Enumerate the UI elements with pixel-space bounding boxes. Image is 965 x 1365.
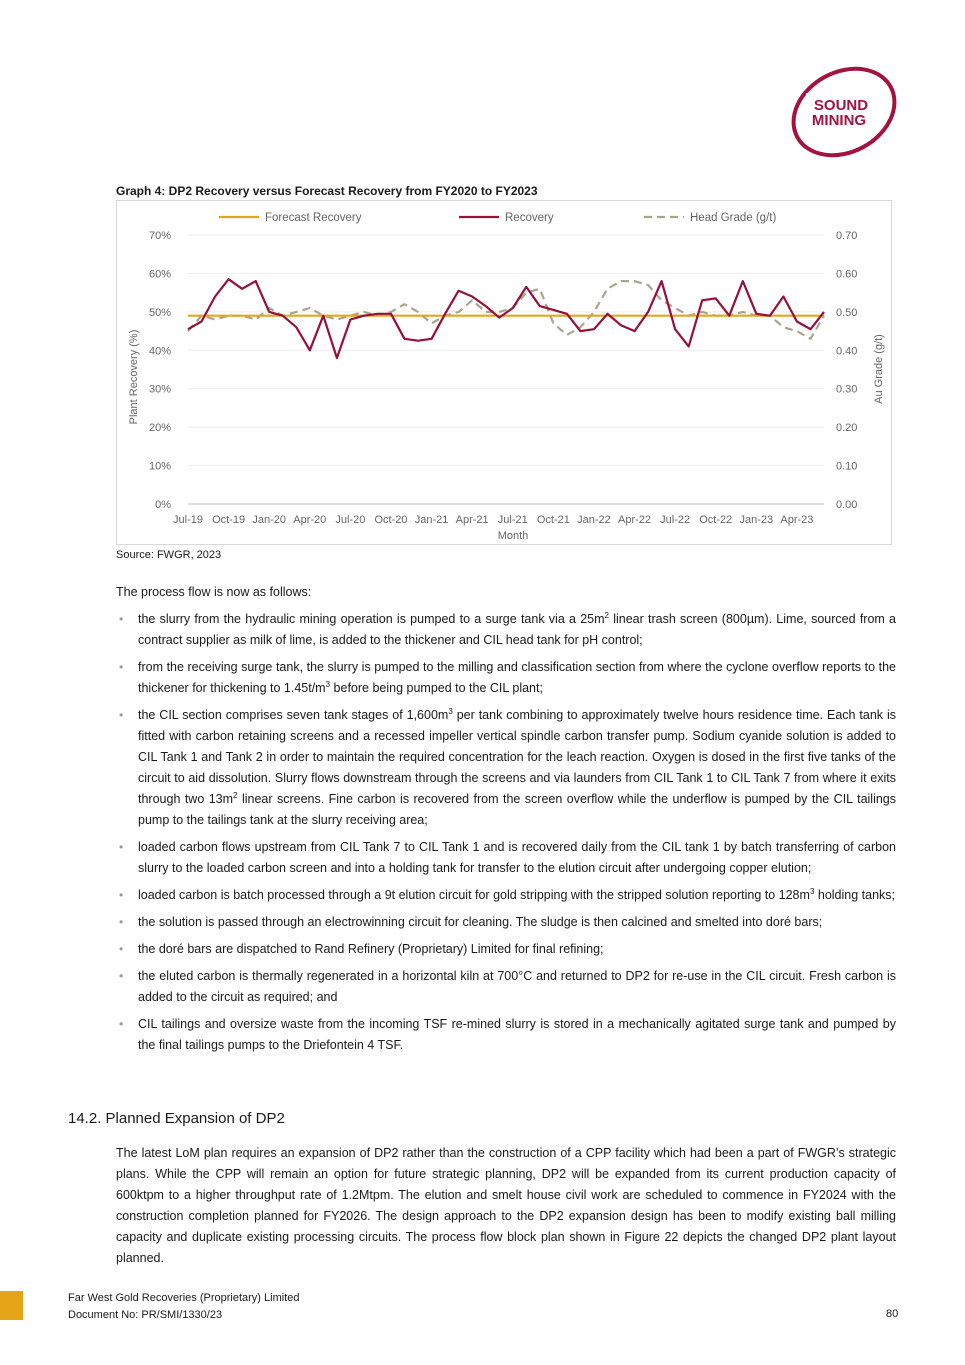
x-tick-label: Jul-21	[497, 514, 528, 526]
list-item: • the solution is passed through an electrowinning circuit for cleaning. The sludge is then calcined and smelted into doré bars;	[116, 912, 896, 933]
list-item: • CIL tailings and oversize waste from the incoming TSF re-mined slurry is stored in a mechanically agitated surge tank and pumped by the final tailings pumps to the Driefontein 4 TSF.	[116, 1014, 896, 1056]
y2-tick-label: 0.70	[836, 230, 858, 242]
x-axis-title: Month	[497, 530, 529, 542]
x-tick-label: Apr-20	[293, 514, 327, 526]
logo-text-mining: MINING	[811, 112, 867, 129]
chart-svg	[117, 201, 893, 546]
y-tick-label: 40%	[148, 345, 171, 358]
x-tick-label: Jan-22	[577, 514, 611, 526]
list-item: • the CIL section comprises seven tank stages of $1,600m^3$ per tank combining to approximately twelve hours residence time. Each tank is fitted with carbon retaining screens and a recessed impeller vertical spindle carbon transfer pump. Sodium cyanide solution is added to CIL Tank 1 and Tank 2 in order to maintain the required concentration for the leach reaction. Oxygen is dosed in the first five tanks of the circuit to aid dissolution. Slurry flows downstream through the screens and via launders from CIL Tank 1 to CIL Tank 7 from where it exits through two $13m^2$ linear screens. Fine carbon is recovered from the screen overflow while the underflow is pumped by the CIL tailings pump to the tailings tank at the slurry receiving area;	[119, 706, 897, 827]
section-heading: 14.2. Planned Expansion of DP2	[68, 1110, 285, 1127]
list-item: • loaded carbon is batch processed through a 9t elution circuit for gold stripping with the stripped solution reporting to $128m^3$ holding tanks;	[116, 885, 896, 906]
x-tick-label: Jul-20	[335, 514, 366, 526]
y-tick-label: 0%	[155, 499, 171, 511]
bullet-icon: •	[119, 942, 124, 956]
x-tick-label: Oct-19	[212, 514, 246, 526]
x-tick-label: Oct-20	[374, 514, 408, 526]
x-tick-label: Jul-19	[173, 514, 203, 526]
y-tick-label: 60%	[148, 268, 171, 281]
x-tick-label: Apr-21	[455, 514, 489, 526]
process-list	[116, 609, 896, 1062]
recovery-series-line	[188, 279, 824, 358]
y2-tick-label: 0.50	[836, 306, 858, 319]
list-item: • from the receiving surge tank, the slurry is pumped to the milling and classification section from where the cyclone overflow reports to the thickener for thickening to $1.45t/m^3$ before being pumped to the CIL plant;	[116, 657, 896, 699]
footer-company: Far West Gold Recoveries (Proprietary) Limited	[68, 1292, 300, 1304]
recovery-chart	[116, 200, 892, 545]
x-tick-label: Apr-23	[780, 514, 814, 526]
y2-axis-title: Au Grade (g/t)	[873, 334, 885, 404]
list-item: • the doré bars are dispatched to Rand Refinery (Proprietary) Limited for final refining;	[116, 939, 896, 960]
x-tick-label: Apr-22	[618, 514, 652, 526]
logo-text-sound: SOUND	[813, 97, 869, 114]
bullet-icon: •	[119, 708, 124, 722]
sound-mining-logo	[784, 66, 902, 158]
list-item: • the slurry from the hydraulic mining operation is pumped to a surge tank via a $25m^2$ linear trash screen (800µm). Lime, sourced from a contract supplier as milk of lime, is added to the thickener and CIL head tank for pH control;	[119, 610, 897, 647]
x-tick-label: Oct-22	[699, 514, 733, 526]
x-tick-label: Jul-22	[660, 514, 691, 526]
y2-tick-label: 0.20	[836, 422, 858, 435]
y-axis-title: Plant Recovery (%)	[128, 329, 140, 425]
bullet-icon: •	[119, 1017, 124, 1031]
page-number: 80	[886, 1308, 899, 1320]
legend-label: Head Grade (g/t)	[690, 212, 777, 224]
bullet-icon: •	[119, 969, 124, 983]
bullet-icon: •	[119, 915, 124, 929]
bullet-icon: •	[119, 888, 124, 902]
x-tick-label: Jan-21	[414, 514, 449, 526]
head-grade-series-line	[188, 281, 824, 339]
bullet-icon: •	[119, 840, 124, 854]
y-tick-label: 70%	[148, 230, 171, 242]
x-tick-label: Oct-21	[536, 514, 570, 526]
y-tick-label: 10%	[148, 460, 171, 473]
bullet-icon: •	[119, 660, 124, 674]
y2-tick-label: 0.60	[836, 268, 858, 281]
section-body: The latest LoM plan requires an expansion of DP2 rather than the construction of a CPP facility which had been a part of FWGR’s strategic plans. While the CPP will remain an option for future strategic planning, DP2 will be expanded from its current production capacity of 600ktpm to a higher throughput rate of 1.2Mtpm. The elution and smelt house civil work are scheduled to commence in FY2024 with the construction completion planned for FY2026. The design approach to the DP2 expansion design has been to modify existing ball milling capacity and duplicate existing processing circuits. The process flow block plan shown in Figure 22 depicts the changed DP2 plant layout planned.	[116, 1146, 896, 1265]
legend-label: Recovery	[505, 212, 554, 224]
y2-tick-label: 0.40	[836, 345, 858, 358]
process-intro: The process flow is now as follows:	[116, 585, 312, 599]
x-tick-label: Jan-20	[252, 514, 287, 526]
bullet-icon: •	[119, 612, 124, 626]
y-tick-label: 50%	[148, 306, 171, 319]
y2-tick-label: 0.30	[836, 383, 858, 396]
list-item: • loaded carbon flows upstream from CIL Tank 7 to CIL Tank 1 and is recovered daily from the CIL tank 1 by batch transferring of carbon slurry to the loaded carbon screen and into a holding tank for transfer to the elution circuit after undergoing copper elution;	[116, 837, 896, 879]
y-tick-label: 20%	[148, 422, 171, 435]
footer-color-tab	[0, 1291, 23, 1320]
y2-tick-label: 0.10	[836, 460, 858, 473]
list-item: • the eluted carbon is thermally regenerated in a horizontal kiln at 700°C and returned to DP2 for re-use in the CIL circuit. Fresh carbon is added to the circuit as required; and	[116, 966, 896, 1008]
footer-document-number: Document No: PR/SMI/1330/23	[68, 1309, 223, 1321]
x-tick-label: Jan-23	[739, 514, 774, 526]
source-note: Source: FWGR, 2023	[116, 549, 222, 561]
graph-title: Graph 4: DP2 Recovery versus Forecast Recovery from FY2020 to FY2023	[116, 184, 538, 198]
y2-tick-label: 0.00	[836, 499, 858, 511]
y-tick-label: 30%	[148, 383, 171, 396]
legend-label: Forecast Recovery	[265, 212, 362, 224]
